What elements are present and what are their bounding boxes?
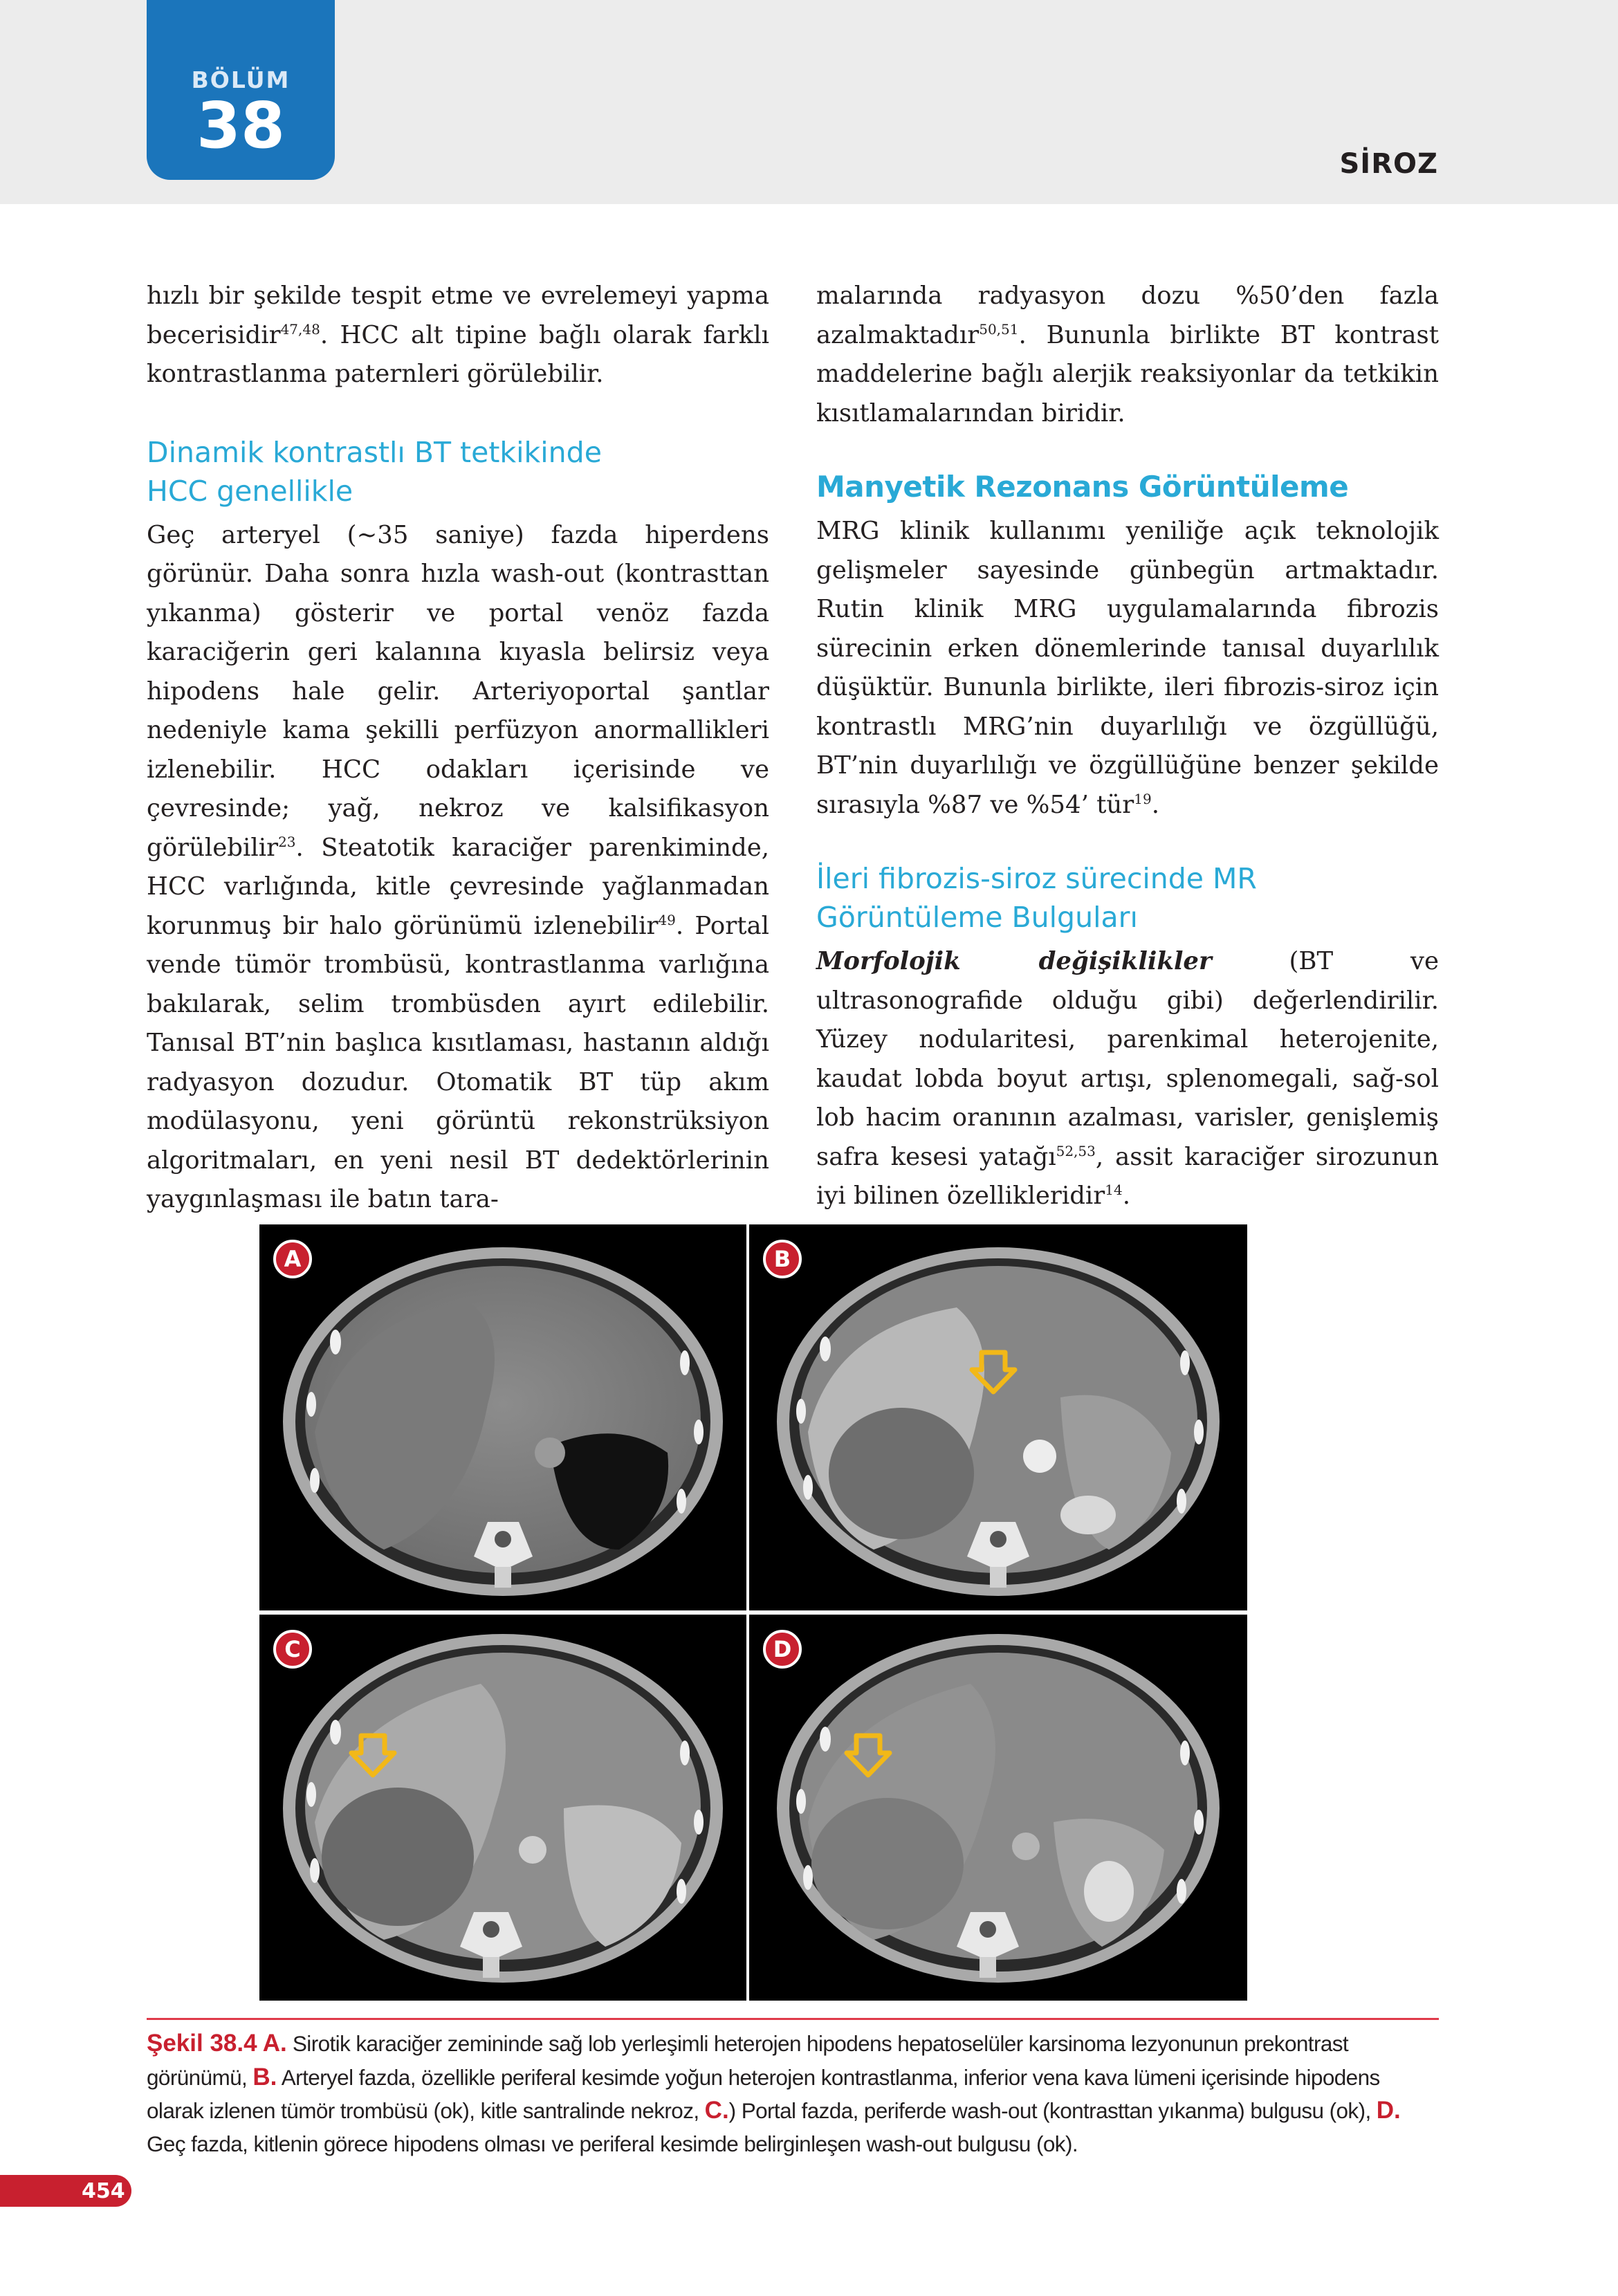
caption-label-b: B. (252, 2063, 277, 2091)
panel-label-a: A (273, 1240, 312, 1278)
citation: 52,53 (1056, 1142, 1096, 1159)
caption-text-d: Geç fazda, kitlenin görece hipodens olması ve periferal kesimde belirginleşen wash-out bulgusu (ok). (147, 2131, 1078, 2156)
left-paragraph-1 (147, 277, 769, 394)
ct-image-b (749, 1224, 1247, 1610)
text-run: . Portal vende tümör trombüsü, kontrastlanma varlığına bakılarak, selim trombüsden ayırt edilebilir. Tanısal BT’nin başlıca kısıtlaması, hastanın aldığı radyasyon dozudur. Otomatik BT tüp akım modülasyonu, yeni görüntü rekonstrüksiyon algoritmaları, en yeni nesil BT dedektörlerinin yaygınlaşması ile batın tara- (147, 911, 769, 1213)
caption-text-c: ) Portal fazda, periferde wash-out (kontrasttan yıkanma) bulgusu (ok), (728, 2098, 1377, 2123)
text-run: hızlı bir şekilde tespit etme ve evrelemeyi yapma becerisidir (147, 282, 769, 349)
section-heading-mri: Manyetik Rezonans Görüntüleme (816, 470, 1349, 504)
ct-panel-b (749, 1224, 1247, 1610)
text-run: (BT ve ultrasonografide olduğu gibi) değerlendirilir. Yüzey nodularitesi, parenkimal heterojenite, kaudat lobda boyut artışı, splenomegali, sağ-sol lob hacim oranının azalması, varisler, genişlemiş safra kesesi yatağı (816, 947, 1439, 1171)
text-run: . Steatotik karaciğer parenkiminde, HCC varlığında, kitle çevresinde yağlanmadan korunmuş bir halo görünümü izlenebilir (147, 833, 769, 940)
ct-image-a (259, 1224, 746, 1610)
text-run: malarında radyasyon dozu %50’den fazla azalmaktadır (816, 282, 1439, 349)
chapter-badge (147, 0, 335, 180)
figure-caption (147, 2027, 1440, 2160)
caption-label-d: D. (1376, 2097, 1401, 2124)
section-heading-mri-findings: İleri fibrozis-siroz sürecinde MR Görüntüleme Bulguları (816, 862, 1257, 934)
section-heading-ct: Dinamik kontrastlı BT tetkikinde HCC genellikle (147, 435, 602, 508)
right-paragraph-3 (816, 942, 1439, 1216)
text-run: Geç arteryel (~35 saniye) fazda hiperdens görünür. Daha sonra hızla wash-out (kontrasttan yıkanma) gösterir ve portal venöz fazda karaciğerin geri kalanına kıyasla belirsiz veya hipodens hale gelir. Arteriyoportal şantlar nedeniyle kama şekilli perfüzyon anormallikleri izlenebilir. HCC odakları içerisinde ve çevresinde; yağ, nekroz ve kalsifikasyon görülebilir (147, 520, 769, 862)
ct-image-c (259, 1615, 746, 2001)
right-paragraph-2 (816, 512, 1439, 825)
ct-image-d (749, 1615, 1247, 2001)
right-paragraph-1 (816, 277, 1439, 433)
ct-figure (259, 1224, 1247, 2001)
citation: 50,51 (979, 320, 1019, 338)
citation: 14 (1105, 1182, 1123, 1199)
left-column (147, 277, 769, 1220)
text-run: . HCC alt tipine bağlı olarak farklı kontrastlanma paternleri görülebilir. (147, 320, 769, 388)
chapter-label: BÖLÜM (191, 66, 291, 93)
left-paragraph-2 (147, 516, 769, 1220)
panel-label-c: C (273, 1630, 312, 1669)
citation: 47,48 (280, 320, 320, 338)
caption-rule (147, 2018, 1439, 2020)
page-number: 454 (82, 2179, 125, 2203)
text-run: , assit karaciğer sirozunun iyi bilinen özellikleridir (816, 1142, 1439, 1210)
right-column (816, 277, 1439, 1216)
citation: 19 (1134, 790, 1152, 807)
caption-label-a: A. (262, 2030, 287, 2057)
ct-panel-a (259, 1224, 746, 1610)
figure-label: Şekil 38.4 (147, 2030, 257, 2057)
text-run: . (1151, 790, 1159, 819)
ct-panel-c (259, 1615, 746, 2001)
citation: 49 (658, 911, 676, 928)
lead-term: Morfolojik değişiklikler (816, 947, 1212, 975)
caption-text-b: Arteryel fazda, özellikle periferal kesimde yoğun heterojen kontrastlanma, inferior vena kava lümeni içerisinde hipodens olarak izlenen tümör trombüsü (ok), kitle santralinde nekroz, (147, 2064, 1380, 2123)
text-run: . (1122, 1182, 1130, 1210)
panel-label-d: D (763, 1630, 802, 1669)
running-title: SİROZ (1339, 148, 1438, 180)
panel-label-b: B (763, 1240, 802, 1278)
text-run: MRG klinik kullanımı yeniliğe açık teknolojik gelişmeler sayesinde günbegün artmaktadır. Rutin klinik MRG uygulamalarında fibrozis sürecinin erken dönemlerinde tanısal duyarlılık düşüktür. Bununla birlikte, ileri fibrozis-siroz için kontrastlı MRG’nin duyarlılığı ve özgüllüğü, BT’nin duyarlılığı ve özgüllüğüne benzer şekilde sırasıyla %87 ve %54’ tür (816, 517, 1439, 819)
text-run: . Bununla birlikte BT kontrast maddelerine bağlı alerjik reaksiyonlar da tetkikin kısıtlamalarından biridir. (816, 320, 1439, 428)
caption-label-c: C. (704, 2097, 729, 2124)
citation: 23 (278, 833, 296, 850)
chapter-number: 38 (196, 89, 286, 163)
ct-panel-d (749, 1615, 1247, 2001)
caption-text-a: Sirotik karaciğer zemininde sağ lob yerleşimli heterojen hipodens hepatoselüler karsinoma lezyonunun prekontrast görünümü, (147, 2031, 1349, 2090)
